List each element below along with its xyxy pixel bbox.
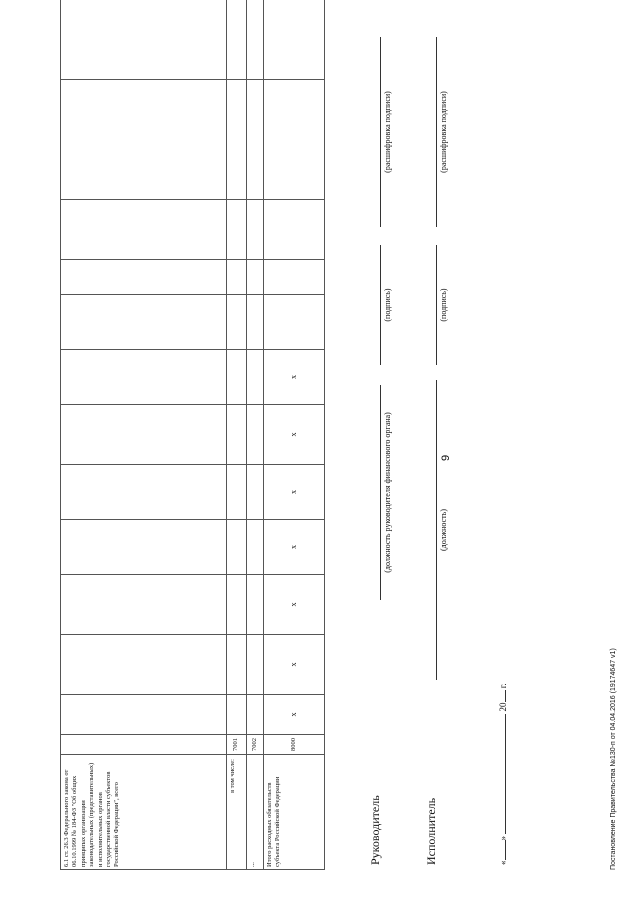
head-position-caption: (должность руководителя финансового органа): [383, 412, 392, 573]
row-code: [61, 735, 227, 755]
row-name: в том числе:: [227, 755, 247, 870]
table-cell: [264, 295, 325, 350]
table-cell: [247, 520, 264, 575]
table-row: [61, 0, 227, 870]
table-cell: x: [264, 695, 325, 735]
table-cell: x: [264, 350, 325, 405]
table-cell: [247, 350, 264, 405]
table-cell: [247, 575, 264, 635]
executor-name-caption: (расшифровка подписи): [439, 91, 448, 173]
row-code: 7002: [247, 735, 264, 755]
row-code: 7001: [227, 735, 247, 755]
table-cell: [61, 295, 227, 350]
row-name: 6.1 ст. 26.3 Федерального закона от 06.10.1999 № 184-ФЗ "Об общих принципах организации законодательных (представительных) и исполнительных органов государственной власти субъектов Российской Федерации", всего: [61, 755, 227, 870]
head-label: Руководитель: [368, 795, 382, 865]
row-name: Итого расходных обязательств субъекта Российской Федерации: [264, 755, 325, 870]
executor-position-caption: (должность): [439, 509, 448, 551]
table-cell: [61, 405, 227, 465]
date-line: [498, 683, 508, 865]
executor-signature-line: [436, 245, 437, 365]
head-signature-line: [380, 245, 381, 365]
table-cell: [227, 200, 247, 260]
head-signature-caption: (подпись): [383, 288, 392, 322]
table-cell: [61, 260, 227, 295]
table-cell: [227, 465, 247, 520]
row-name: ...: [247, 755, 264, 870]
table-cell: [227, 635, 247, 695]
table-cell: [247, 465, 264, 520]
page-number: 9: [440, 454, 452, 461]
table-cell: [61, 520, 227, 575]
table-cell: [61, 635, 227, 695]
date-close-quote: »: [498, 836, 508, 841]
table-cell: [247, 635, 264, 695]
table-cell: x: [264, 520, 325, 575]
table-cell: [227, 520, 247, 575]
table-cell: [227, 350, 247, 405]
table-cell: [264, 200, 325, 260]
table-cell: [227, 80, 247, 200]
table-cell: [61, 695, 227, 735]
date-year-suffix: г.: [498, 683, 508, 689]
table-row: [264, 0, 325, 870]
table-cell: [227, 295, 247, 350]
executor-signature-caption: (подпись): [439, 288, 448, 322]
table-cell: x: [264, 405, 325, 465]
table-cell: [61, 0, 227, 80]
table-cell: [247, 695, 264, 735]
expense-obligations-table: [60, 0, 325, 870]
table-cell: [247, 405, 264, 465]
table-cell: [247, 260, 264, 295]
table-cell: [61, 575, 227, 635]
table-cell: [227, 405, 247, 465]
table-cell: [61, 465, 227, 520]
table-cell: [227, 575, 247, 635]
executor-position-line: [436, 380, 437, 680]
date-open-quote: «: [498, 860, 508, 865]
table-cell: x: [264, 465, 325, 520]
table-cell: [227, 260, 247, 295]
table-cell: [264, 0, 325, 80]
table-cell: [61, 200, 227, 260]
table-cell: [247, 200, 264, 260]
table-cell: [264, 80, 325, 200]
row-code: 8000: [264, 735, 325, 755]
head-name-caption: (расшифровка подписи): [383, 91, 392, 173]
table-cell: [247, 295, 264, 350]
table-cell: [61, 350, 227, 405]
executor-label: Исполнитель: [424, 797, 438, 865]
head-position-line: [380, 385, 381, 600]
table-cell: [61, 80, 227, 200]
table-cell: x: [264, 575, 325, 635]
table-cell: [227, 0, 247, 80]
table-cell: x: [264, 635, 325, 695]
table-row: [247, 0, 264, 870]
table-cell: [247, 80, 264, 200]
date-century: 20: [498, 702, 508, 712]
head-name-line: [380, 37, 381, 227]
footer-note: Постановление Правительства №130-п от 04.04.2016 (19174647 v1): [610, 648, 617, 870]
table-cell: [247, 0, 264, 80]
executor-name-line: [436, 37, 437, 227]
table-row: [227, 0, 247, 870]
table-cell: [227, 695, 247, 735]
table-cell: [264, 260, 325, 295]
